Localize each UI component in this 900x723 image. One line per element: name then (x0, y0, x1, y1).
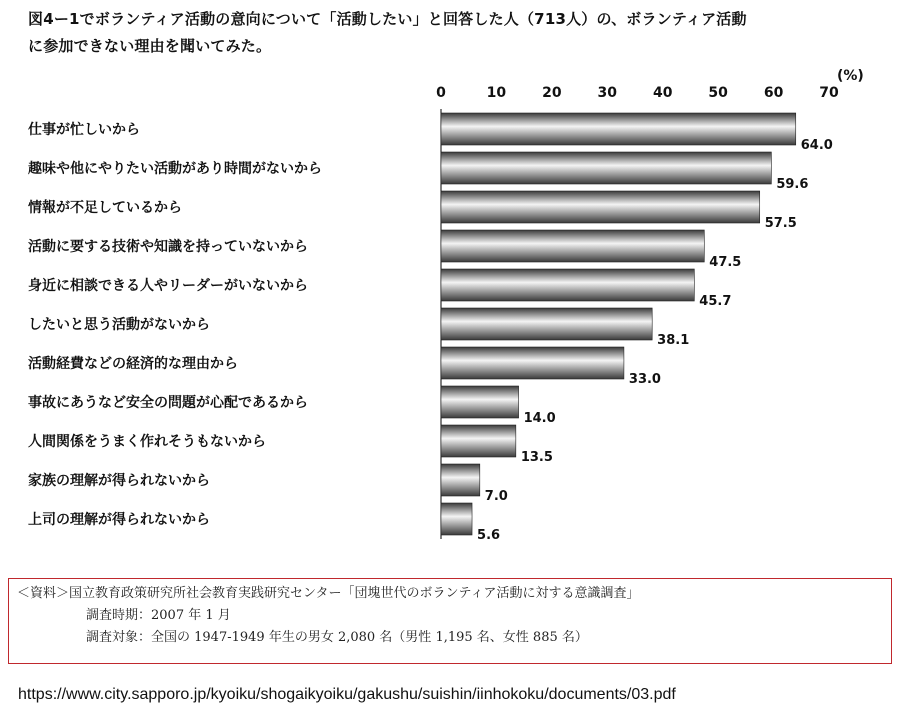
x-tick-label: 60 (763, 85, 784, 101)
x-unit-label: (%) (837, 68, 864, 84)
value-label: 7.0 (484, 489, 508, 504)
chart-title-line-2: に参加できない理由を聞いてみた。 (28, 37, 272, 55)
category-label: したいと思う活動がないから (28, 317, 210, 333)
source-line-2: 調査時期：2007 年 1 月 (86, 608, 231, 623)
value-label: 47.5 (709, 255, 742, 270)
category-label: 仕事が忙しいから (28, 122, 140, 138)
value-label: 14.0 (523, 411, 556, 426)
x-tick-label: 30 (597, 85, 618, 101)
source-line-3: 調査対象：全国の 1947-1949 年生の男女 2,080 名（男性 1,195 名、女性 885 名） (86, 630, 588, 645)
x-tick-label: 50 (708, 85, 728, 101)
source-note-box (8, 578, 892, 664)
bar (441, 230, 704, 262)
category-label: 活動に要する技術や知識を持っていないから (28, 239, 308, 255)
x-tick-label: 10 (486, 85, 507, 101)
category-label: 人間関係をうまく作れそうもないから (28, 434, 266, 450)
category-label: 趣味や他にやりたい活動があり時間がないから (28, 161, 322, 177)
bar (441, 152, 771, 184)
value-label: 59.6 (776, 177, 809, 192)
bar (441, 425, 516, 457)
bar (441, 191, 760, 223)
bar (441, 386, 519, 418)
bar (441, 269, 694, 301)
value-label: 64.0 (800, 138, 833, 153)
value-label: 38.1 (657, 333, 690, 348)
x-tick-label: 0 (436, 85, 446, 101)
bars (441, 113, 796, 535)
source-line-1: ＜資料＞国立教育政策研究所社会教育実践研究センター「団塊世代のボランティア活動に対する意識調査」 (17, 586, 640, 601)
value-label: 57.5 (764, 216, 797, 231)
x-tick-label: 70 (819, 85, 839, 101)
bar (441, 308, 652, 340)
category-label: 活動経費などの経済的な理由から (28, 356, 238, 372)
value-label: 33.0 (628, 372, 661, 387)
category-label: 上司の理解が得られないから (28, 512, 210, 528)
value-label: 45.7 (699, 294, 732, 309)
category-label: 事故にあうなど安全の問題が心配であるから (28, 395, 308, 411)
category-label: 家族の理解が得られないから (28, 473, 210, 489)
bar (441, 113, 796, 145)
x-tick-label: 40 (652, 85, 673, 101)
bar (441, 347, 624, 379)
value-label: 13.5 (520, 450, 553, 465)
category-label: 情報が不足しているから (28, 200, 182, 216)
category-label: 身近に相談できる人やリーダーがいないから (28, 278, 308, 294)
value-label: 5.6 (477, 528, 501, 543)
source-url: https://www.city.sapporo.jp/kyoiku/shogaikyoiku/gakushu/suishin/iinhokoku/documents/03.pdf (18, 686, 676, 703)
category-labels (27, 121, 322, 528)
bar (441, 464, 480, 496)
bar (441, 503, 472, 535)
chart-title-line-1: 図4ー1でボランティア活動の意向について「活動したい」と回答した人（713人）の、ボランティア活動 (28, 10, 747, 28)
x-tick-label: 20 (542, 85, 562, 101)
